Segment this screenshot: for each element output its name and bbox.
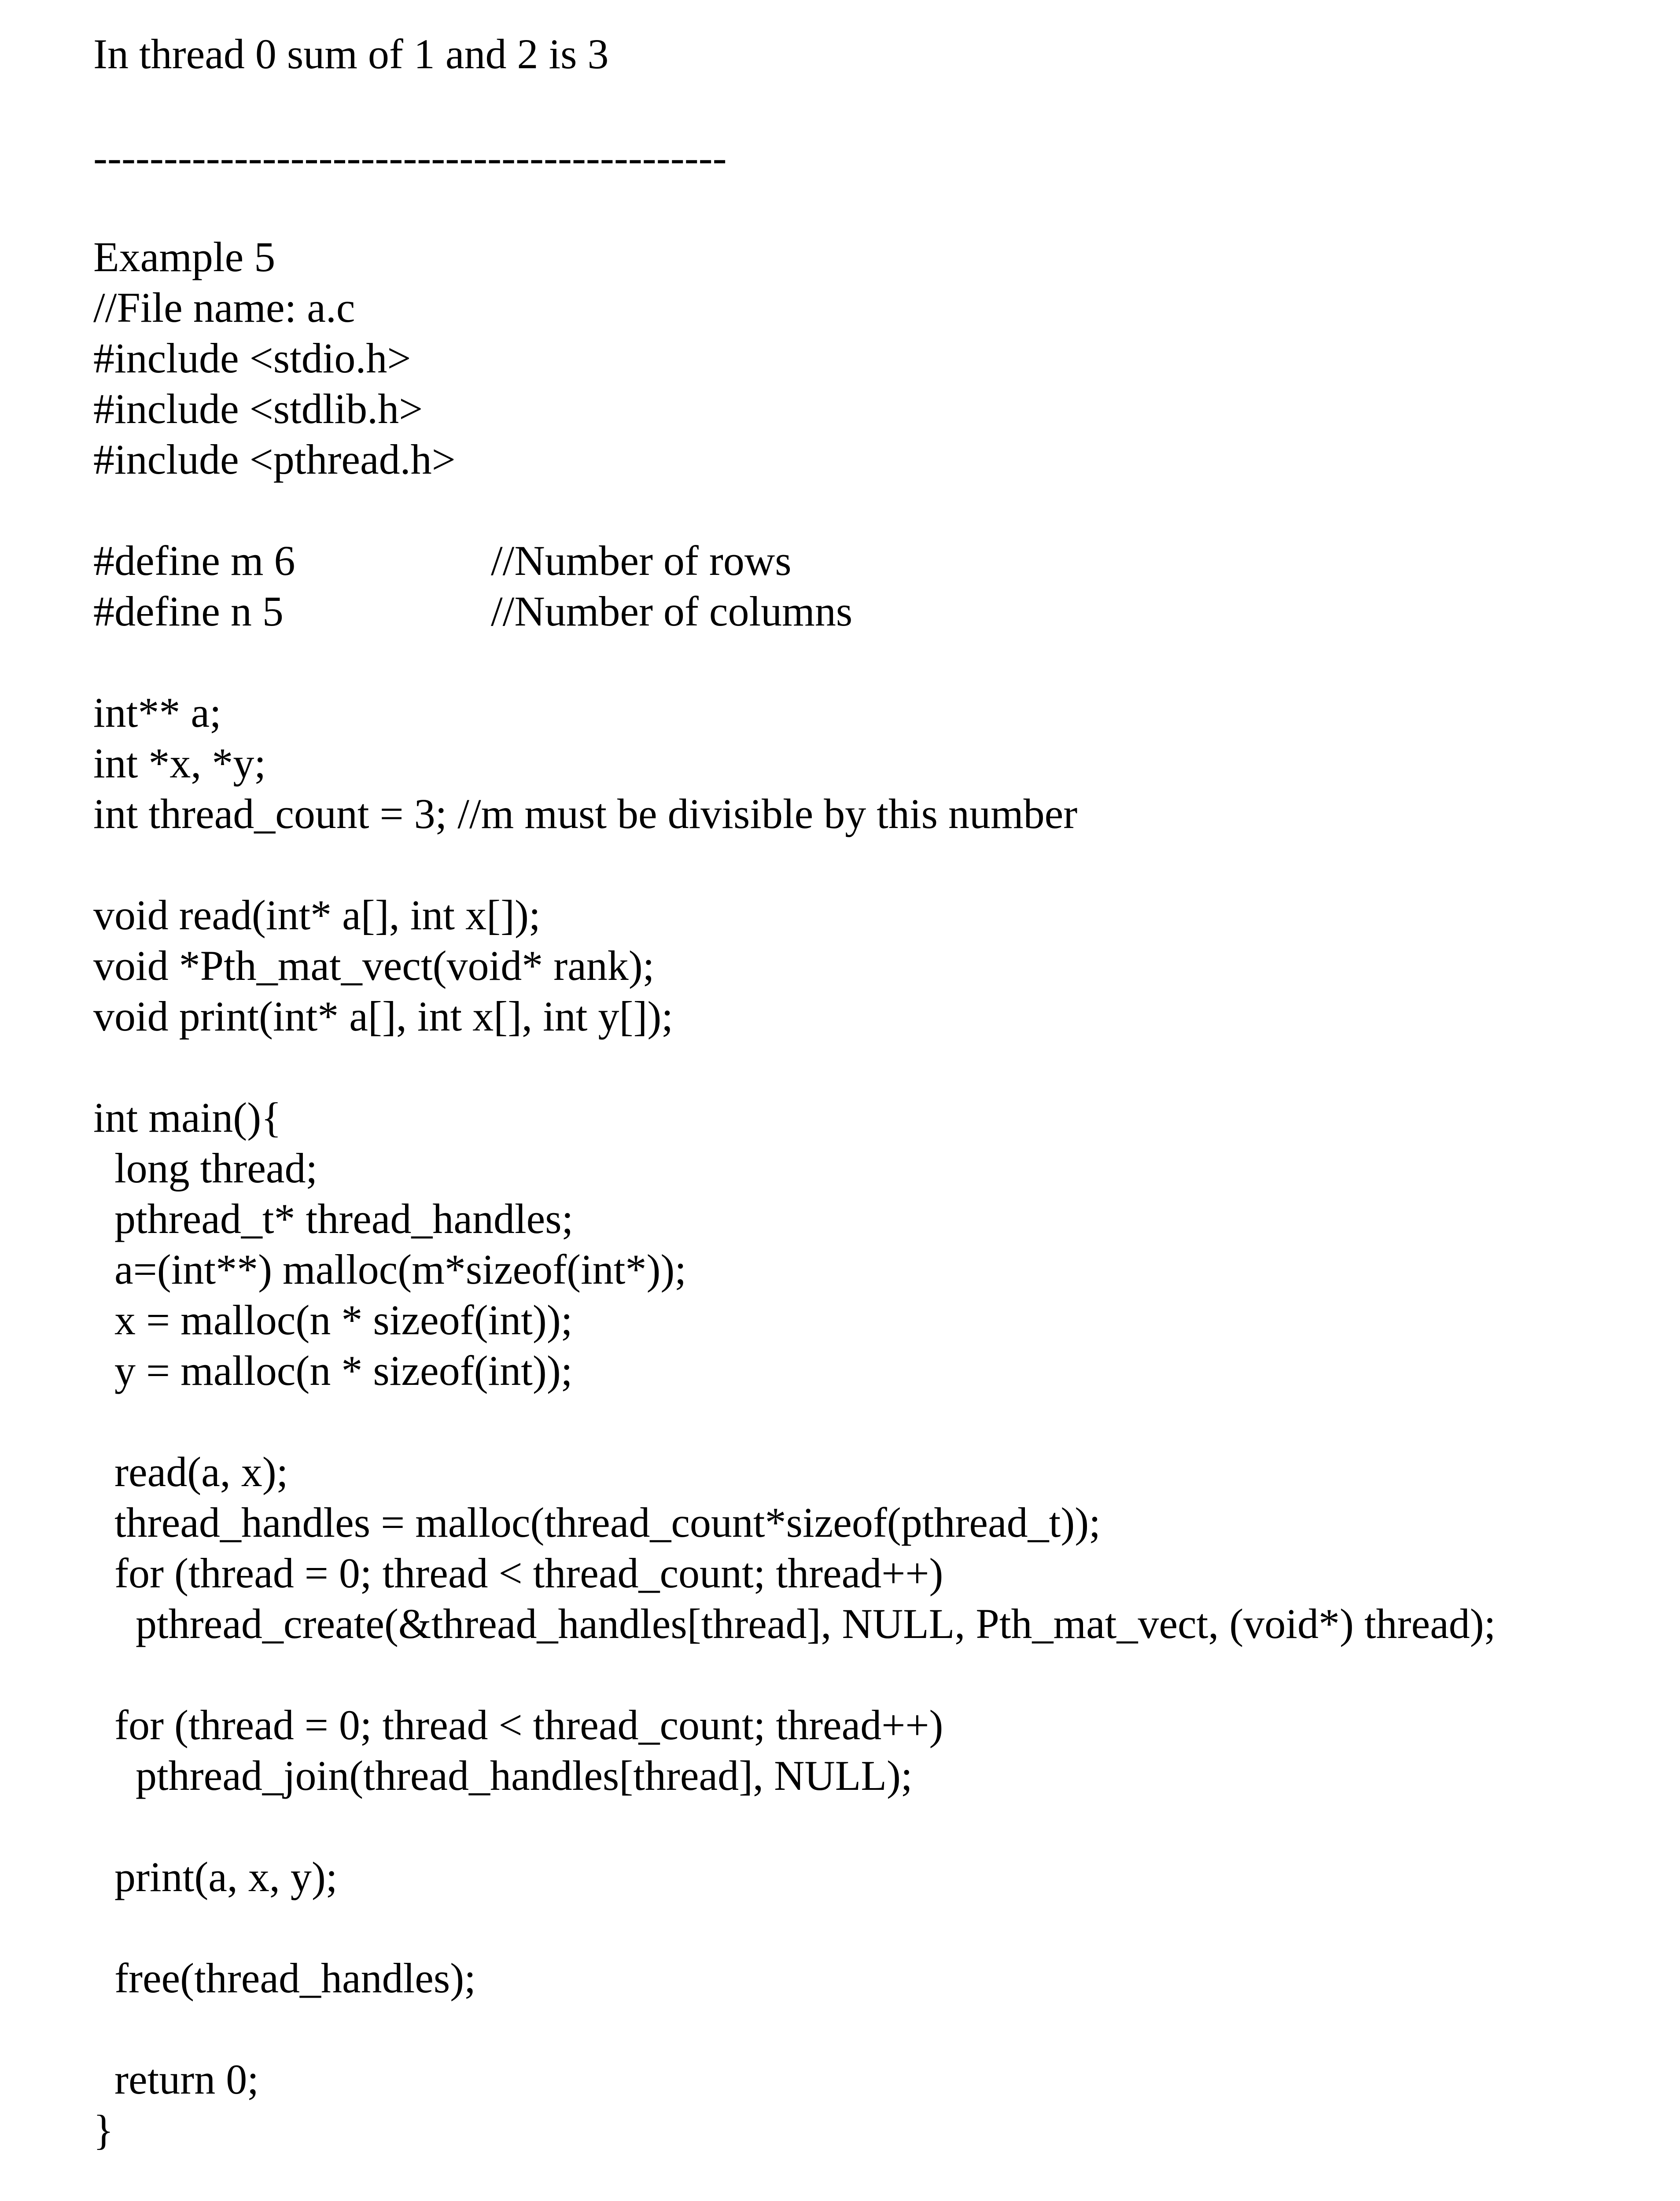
code-line-pthread-create: pthread_create(&thread_handles[thread], NULL, Pth_mat_vect, (void*) thread); — [93, 1600, 1496, 1647]
output-line: In thread 0 sum of 1 and 2 is 3 — [93, 30, 609, 77]
code-line-decl-a: int** a; — [93, 689, 221, 736]
code-line-for-create: for (thread = 0; thread < thread_count; thread++) — [93, 1550, 943, 1597]
code-line-alloc-handles: thread_handles = malloc(thread_count*sizeof(pthread_t)); — [93, 1499, 1101, 1546]
code-line-proto-print: void print(int* a[], int x[], int y[]); — [93, 993, 674, 1040]
code-line-alloc-x: x = malloc(n * sizeof(int)); — [93, 1296, 573, 1343]
code-line-alloc-a: a=(int**) malloc(m*sizeof(int*)); — [93, 1246, 687, 1293]
code-line-include-stdlib: #include <stdlib.h> — [93, 385, 423, 432]
code-comment-rows: //Number of rows — [491, 537, 792, 584]
code-line-decl-thread-count: int thread_count = 3; //m must be divisible by this number — [93, 790, 1078, 837]
code-line-free-call: free(thread_handles); — [93, 1954, 476, 2002]
code-line-read-call: read(a, x); — [93, 1448, 288, 1495]
code-line-file-comment: //File name: a.c — [93, 284, 355, 331]
code-line-define-m: #define m 6 — [93, 537, 295, 584]
code-line-alloc-y: y = malloc(n * sizeof(int)); — [93, 1347, 573, 1394]
code-line-handles-decl: pthread_t* thread_handles; — [93, 1195, 574, 1242]
separator-line: --------------------------------------------- — [93, 134, 727, 181]
code-line-decl-xy: int *x, *y; — [93, 740, 266, 787]
code-line-main-open: int main(){ — [93, 1094, 282, 1141]
code-line-for-join: for (thread = 0; thread < thread_count; thread++) — [93, 1701, 943, 1748]
code-line-return: return 0; — [93, 2056, 259, 2103]
code-line-pthread-join: pthread_join(thread_handles[thread], NULL); — [93, 1752, 913, 1799]
code-line-proto-pth: void *Pth_mat_vect(void* rank); — [93, 942, 655, 989]
example-title: Example 5 — [93, 233, 276, 280]
code-line-print-call: print(a, x, y); — [93, 1853, 338, 1900]
code-line-long-thread: long thread; — [93, 1145, 318, 1192]
code-line-include-pthread: #include <pthread.h> — [93, 436, 456, 483]
code-line-include-stdio: #include <stdio.h> — [93, 335, 411, 382]
code-line-main-close: } — [93, 2106, 114, 2153]
code-comment-columns: //Number of columns — [491, 588, 853, 635]
code-line-define-n: #define n 5 — [93, 588, 284, 635]
code-line-proto-read: void read(int* a[], int x[]); — [93, 891, 541, 939]
